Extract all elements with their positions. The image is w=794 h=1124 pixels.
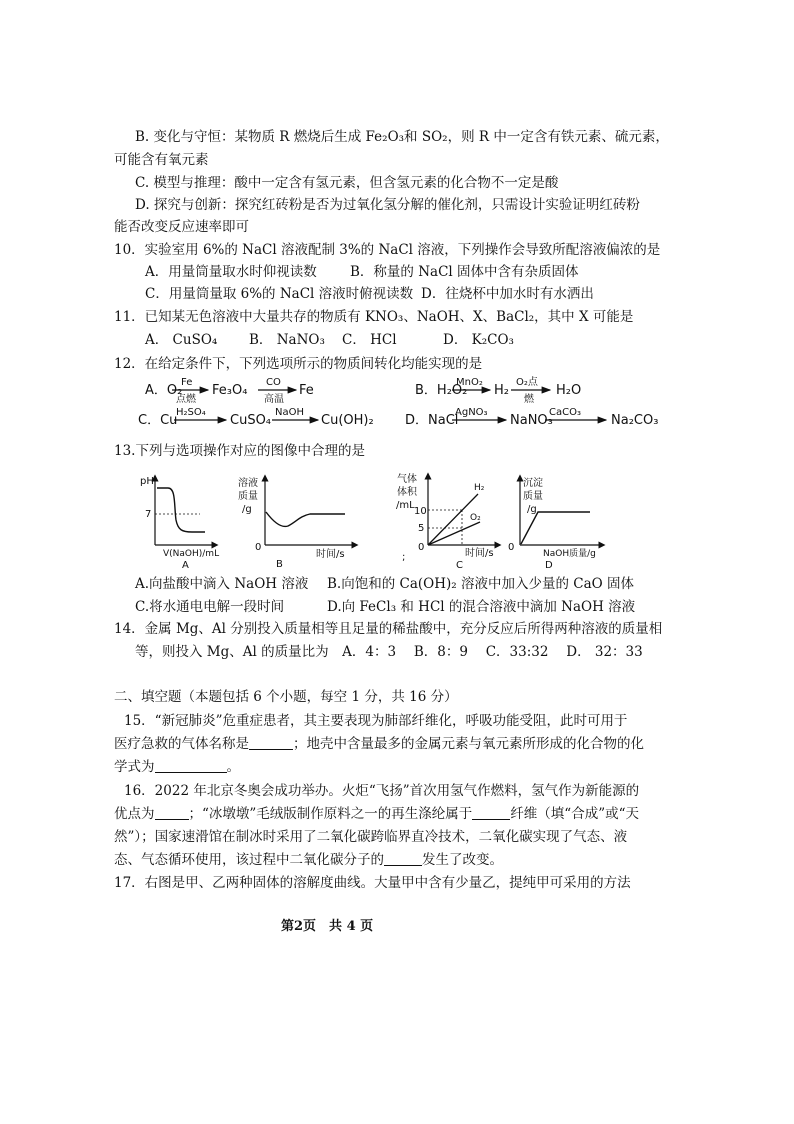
q12-d-r2-top: CaCO₃ — [549, 407, 581, 418]
graph-c-tick-10: 10 — [414, 506, 427, 517]
q12-a-r2-bot: 高温 — [264, 394, 284, 405]
graph-c-ylabel-1: 气体 — [397, 474, 417, 485]
q16-line4 — [114, 851, 503, 869]
graph-c-o2-label: O₂ — [470, 513, 481, 523]
q12-b-start: B．H₂O₂ — [415, 383, 468, 398]
q12-d-start: D．NaCl — [405, 413, 459, 428]
q15-line3 — [114, 758, 240, 776]
q13-option-b: B.向饱和的 Ca(OH)₂ 溶液中加入少量的 CaO 固体 — [327, 576, 634, 592]
q10-option-b: B．称量的 NaCl 固体中含有杂质固体 — [350, 264, 579, 280]
q13-stem: 13.下列与选项操作对应的图像中合理的是 — [114, 443, 365, 459]
q15-blank-1[interactable] — [249, 736, 293, 750]
graph-c-letter: C — [456, 560, 463, 571]
q12-a-start: A．O₂ — [145, 383, 183, 398]
q12-a-r1-bot: 点燃 — [176, 394, 196, 405]
q16-blank-2[interactable] — [472, 806, 510, 820]
graph-a — [140, 476, 219, 571]
q11-option-d: D． K₂CO₃ — [443, 332, 514, 348]
graph-a-xlabel: V(NaOH)/mL — [163, 549, 220, 559]
section-2-title: 二、填空题（本题包括 6 个小题，每空 1 分，共 16 分） — [114, 689, 458, 705]
graph-a-ylabel: pH — [140, 476, 154, 487]
q10-option-d: D．往烧杯中加水时有水洒出 — [421, 286, 594, 302]
q12-b-end: H₂O — [556, 383, 582, 398]
graph-b-ylabel-3: /g — [242, 504, 252, 515]
q12-transformations — [0, 372, 794, 432]
q12-a-r1-top: Fe — [181, 377, 193, 388]
graph-d — [508, 476, 602, 571]
q10-option-c: C．用量筒量取 6%的 NaCl 溶液时俯视读数 — [145, 286, 414, 302]
q15-line2 — [114, 735, 644, 753]
q13-graphs — [0, 470, 794, 580]
graph-d-letter: D — [545, 560, 553, 571]
q13-option-c: C.将水通电电解一段时间 — [135, 599, 285, 615]
q12-b-mid: H₂ — [494, 383, 509, 398]
q16-line2-c: 纤维（填“合成”或“天 — [510, 806, 640, 822]
q15-line2-b: ；地壳中含量最多的金属元素与氧元素所形成的化合物的化 — [293, 736, 644, 752]
q9-option-b-line1: B. 变化与守恒：某物质 R 燃烧后生成 Fe₂O₃和 SO₂，则 R 中一定含有铁元素、硫元素， — [135, 129, 669, 145]
q12-c-start: C．Cu — [138, 413, 178, 428]
q12-c-r1-top: H₂SO₄ — [176, 407, 206, 418]
graph-b-xlabel: 时间/s — [316, 549, 345, 560]
graph-b — [238, 476, 355, 570]
graph-d-curve — [521, 512, 590, 544]
graph-separator: ; — [402, 552, 406, 563]
q12-a-end: Fe — [299, 383, 314, 398]
q11-option-a: A． CuSO₄ — [145, 332, 218, 348]
q16-line4-a: 态、气态循环使用，该过程中二氧化碳分子的 — [114, 852, 384, 868]
graph-c-ylabel-3: /mL — [396, 500, 415, 511]
q16-line4-b: 发生了改变。 — [422, 852, 503, 868]
q9-option-c: C. 模型与推理：酸中一定含有氢元素，但含氢元素的化合物不一定是酸 — [135, 175, 559, 191]
q12-b-r1-top: MnO₂ — [456, 377, 483, 388]
graph-b-curve — [266, 512, 345, 526]
graph-c-tick-5: 5 — [418, 523, 425, 534]
q15-line3-b: 。 — [226, 759, 240, 775]
q14-line2: 等，则投入 Mg、Al 的质量比为 A．4：3 B．8：9 C．33:32 D． 32：33 — [135, 644, 643, 660]
q12-c-r2-top: NaOH — [275, 407, 304, 418]
graph-d-ylabel-2: 质量 — [523, 491, 543, 502]
q12-a-r2-top: CO — [266, 377, 281, 388]
q10-option-a: A．用量筒量取水时仰视读数 — [145, 264, 317, 280]
graph-d-ylabel-1: 沉淀 — [523, 478, 543, 489]
q12-c-mid: CuSO₄ — [230, 413, 272, 428]
q15-line2-a: 医疗急救的气体名称是 — [114, 736, 249, 752]
q12-c-end: Cu(OH)₂ — [321, 413, 374, 428]
q12-d-end: Na₂CO₃ — [611, 413, 659, 428]
q16-line2-a: 优点为 — [114, 806, 155, 822]
q12-d-mid: NaNO₃ — [510, 413, 553, 428]
q9-option-d-line2: 能否改变反应速率即可 — [114, 219, 249, 235]
graph-a-curve — [157, 488, 205, 532]
q11-option-b: B． NaNO₃ — [249, 332, 325, 348]
q16-line2 — [114, 805, 639, 823]
graph-b-ylabel-1: 溶液 — [238, 478, 258, 489]
q16-blank-3[interactable] — [384, 852, 422, 866]
q11-stem: 11．已知某无色溶液中大量共存的物质有 KNO₃、NaOH、X、BaCl₂，其中 X 可能是 — [114, 309, 634, 325]
graph-b-letter: B — [276, 559, 283, 570]
graph-d-origin: 0 — [508, 542, 515, 553]
graph-d-ylabel-3: /g — [527, 504, 537, 515]
q12-stem: 12．在给定条件下，下列选项所示的物质间转化均能实现的是 — [114, 356, 483, 372]
q12-b-r2-top: O₂点 — [516, 377, 538, 388]
q13-option-d: D.向 FeCl₃ 和 HCl 的混合溶液中滴加 NaOH 溶液 — [327, 599, 636, 615]
graph-b-ylabel-2: 质量 — [238, 491, 258, 502]
graph-d-xlabel: NaOH质量/g — [543, 549, 596, 559]
graph-c — [396, 472, 498, 571]
page-footer: 第2页 共 4 页 — [281, 919, 374, 934]
q12-a-mid: Fe₃O₄ — [212, 383, 248, 398]
q15-line1: 15．“新冠肺炎”危重症患者，其主要表现为肺部纤维化，呼吸功能受阻，此时可用于 — [124, 713, 628, 729]
q13-option-a: A.向盐酸中滴入 NaOH 溶液 — [135, 576, 309, 592]
graph-a-letter: A — [182, 560, 189, 571]
q17-line1: 17．右图是甲、乙两种固体的溶解度曲线。大量甲中含有少量乙，提纯甲可采用的方法 — [114, 875, 631, 891]
q15-blank-2[interactable] — [155, 759, 227, 773]
graph-a-ytick: 7 — [145, 509, 152, 520]
q9-option-b-line2: 可能含有氧元素 — [114, 152, 209, 168]
q14-line1: 14．金属 Mg、Al 分别投入质量相等且足量的稀盐酸中，充分反应后所得两种溶液的质量相 — [114, 621, 663, 637]
q10-stem: 10．实验室用 6%的 NaCl 溶液配制 3%的 NaCl 溶液，下列操作会导致所配溶液偏浓的是 — [114, 242, 661, 258]
q12-b-r2-bot: 燃 — [524, 394, 534, 405]
q12-d-r1-top: AgNO₃ — [455, 407, 488, 418]
q16-blank-1[interactable] — [155, 806, 189, 820]
graph-c-xlabel: 时间/s — [465, 548, 494, 559]
q15-line3-a: 学式为 — [114, 759, 155, 775]
graph-b-origin: 0 — [255, 542, 262, 553]
graph-c-origin: 0 — [418, 542, 425, 553]
graph-c-ylabel-2: 体积 — [397, 487, 417, 498]
graph-c-o2-line — [428, 522, 480, 545]
graph-c-h2-label: H₂ — [474, 483, 485, 493]
q16-line3: 然”）；国家速滑馆在制冰时采用了二氧化碳跨临界直冷技术，二氧化碳实现了气态、液 — [114, 829, 628, 845]
q11-option-c: C． HCl — [342, 332, 397, 348]
q16-line1: 16．2022 年北京冬奥会成功举办。火炬“飞扬”首次用氢气作燃料，氢气作为新能源的 — [124, 783, 640, 799]
q16-line2-b: ；“冰墩墩”毛绒版制作原料之一的再生涤纶属于 — [188, 806, 473, 822]
q9-option-d-line1: D. 探究与创新：探究红砖粉是否为过氧化氢分解的催化剂，只需设计实验证明红砖粉 — [135, 197, 640, 213]
